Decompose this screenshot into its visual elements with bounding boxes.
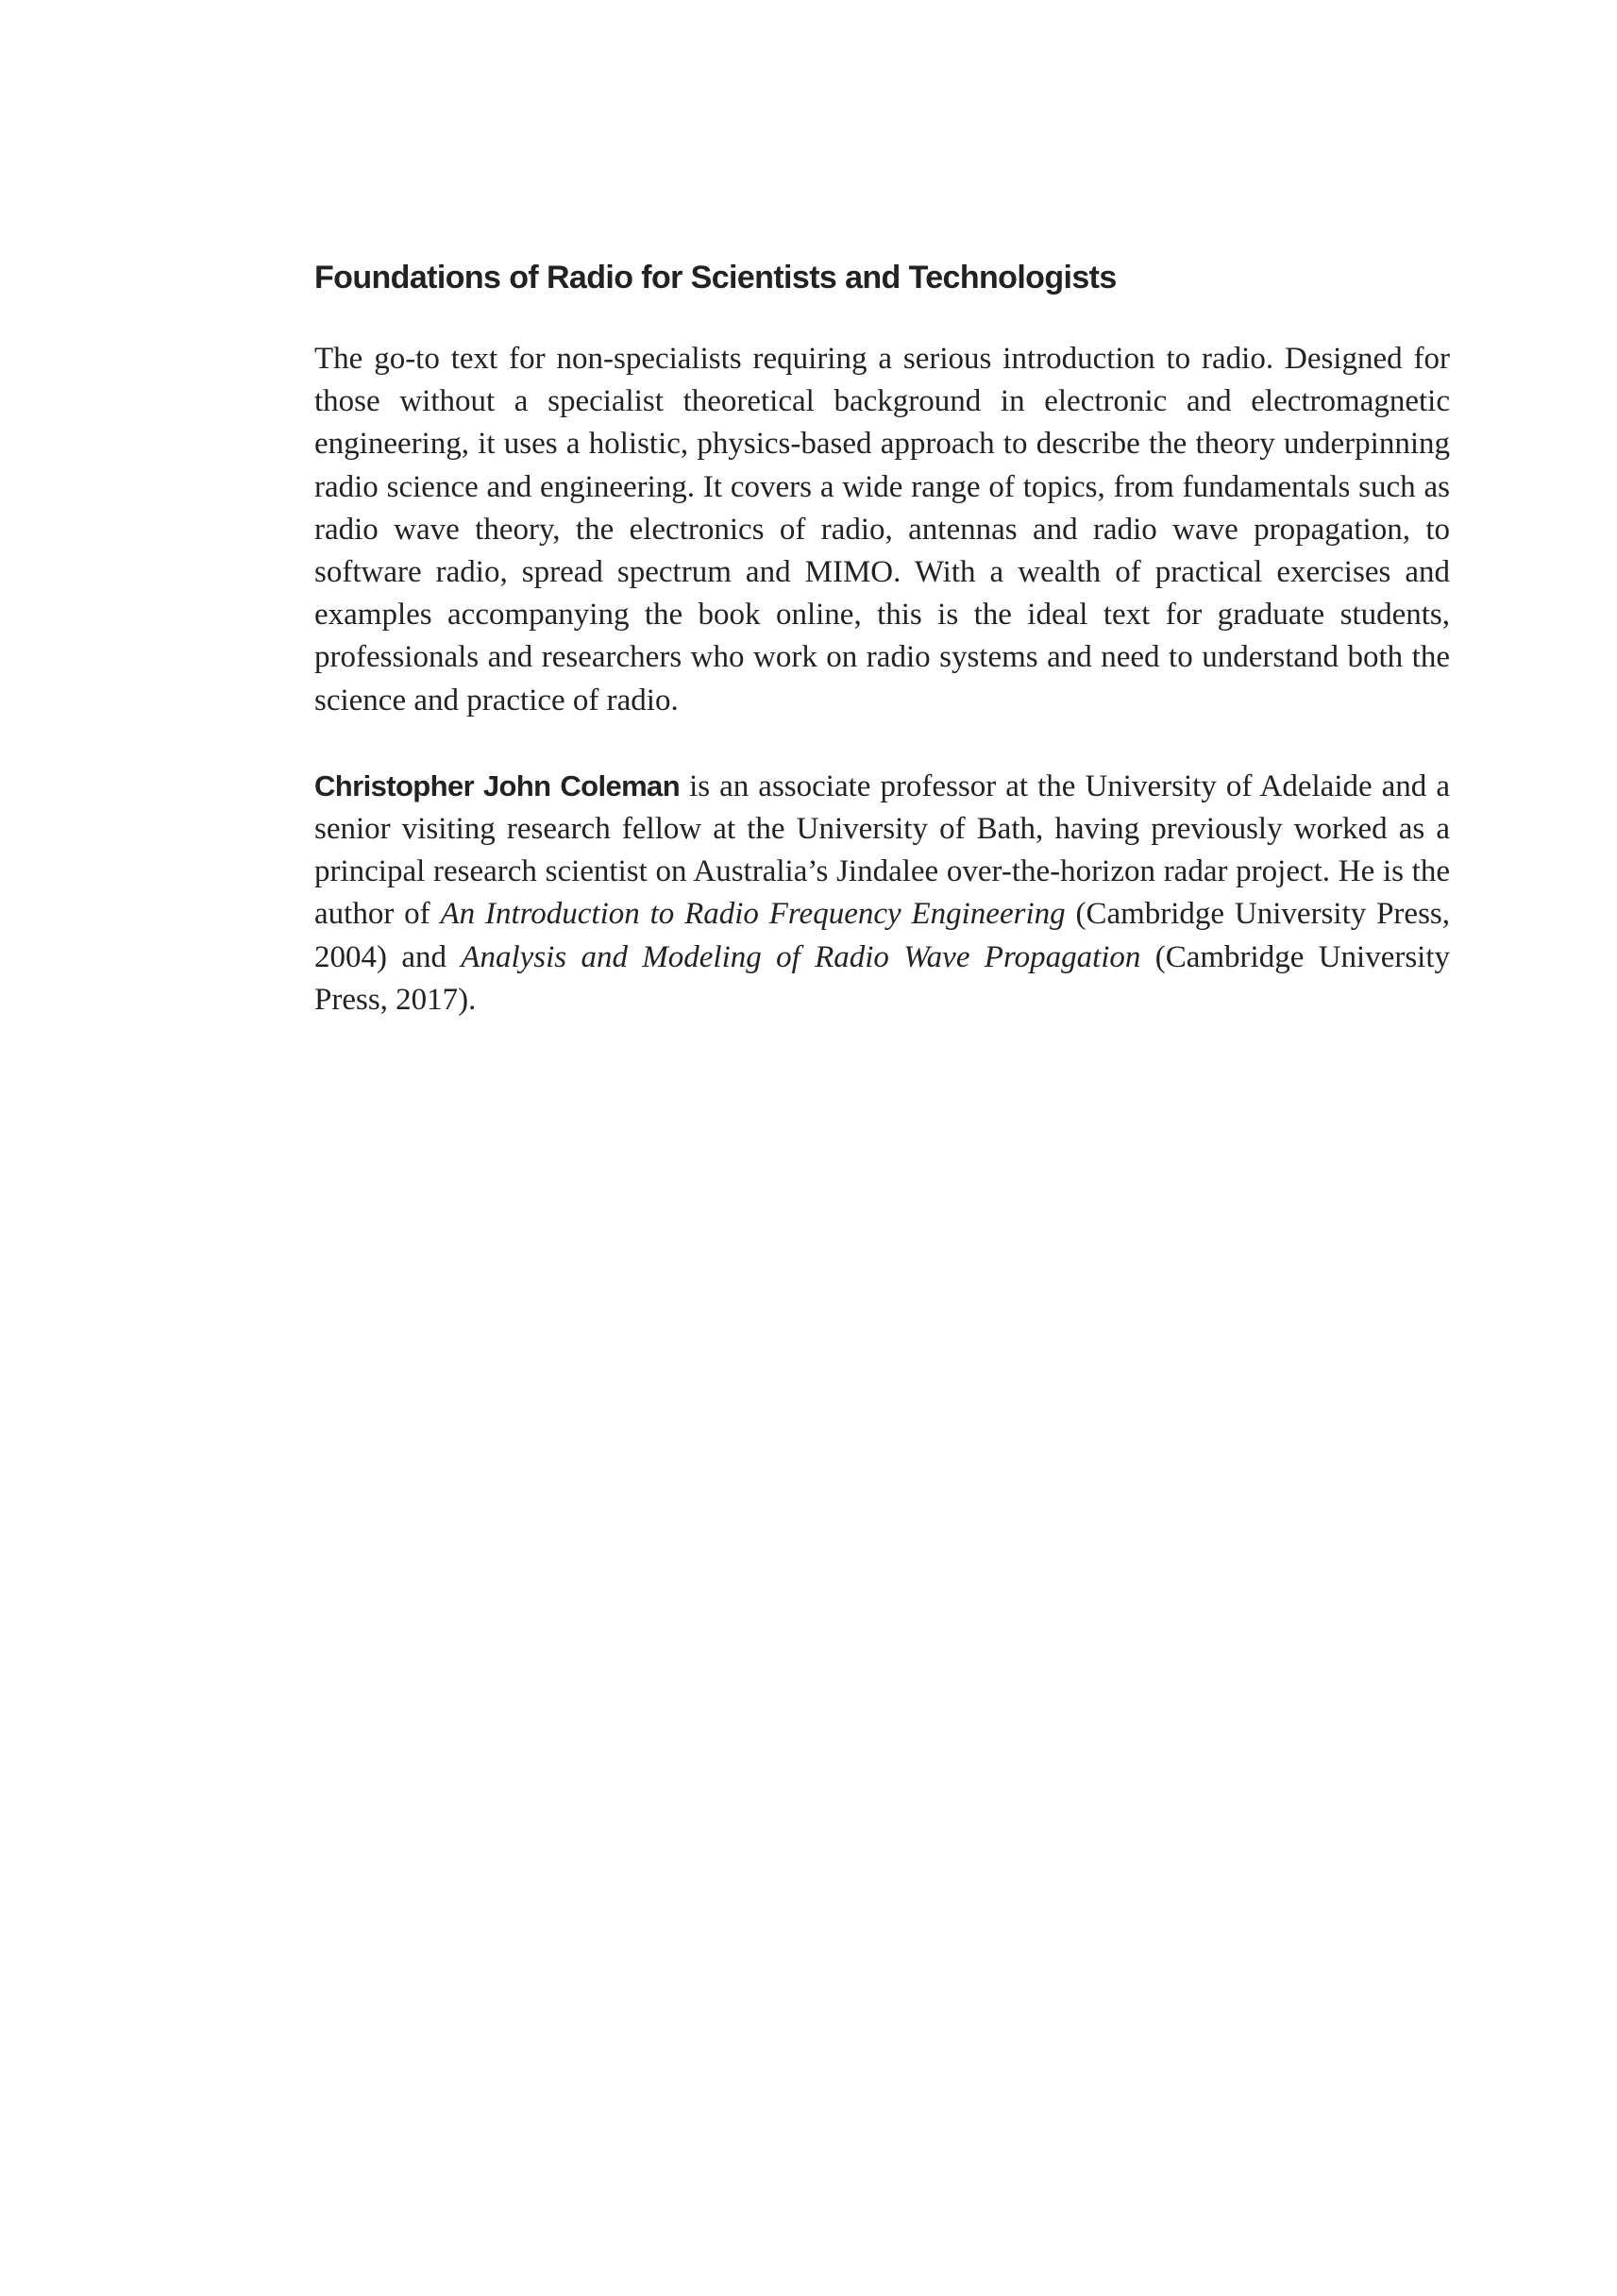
author-bio: [314, 765, 1450, 1021]
book-description: The go-to text for non-specialists requiring a serious introduction to radio. Designed for those without a specialist theoretical background in electronic and electromagnetic engineering, it uses a holistic, physics-based approach to describe the theory underpinning radio science and engineering. It covers a wide range of topics, from fundamentals such as radio wave theory, the electronics of radio, antennas and radio wave propagation, to software radio, spread spectrum and MIMO. With a wealth of practical exercises and examples accompanying the book online, this is the ideal text for graduate students, professionals and researchers who work on radio systems and need to understand both the science and practice of radio.: [314, 342, 1450, 718]
bio-text-3: (Cambridge University Press, 2017).: [314, 939, 1451, 1017]
bio-text-2: (Cambridge University Press, 2004) and: [314, 897, 1450, 974]
bio-text-1: is an associate professor at the University of Adelaide and a senior visiting research fellow at the University of Bath, having previously worked as a principal research scientist on Australia’s Jindalee over-the-horizon radar project. He is the author of: [314, 768, 1450, 932]
book-title-heading: Foundations of Radio for Scientists and Technologists: [314, 260, 1117, 295]
content-column: [314, 257, 1450, 1021]
previous-book-title-2: Analysis and Modeling of Radio Wave Propagation: [461, 939, 1141, 974]
previous-book-title-1: An Introduction to Radio Frequency Engineering: [440, 897, 1066, 932]
author-name: Christopher John Coleman: [314, 768, 681, 802]
